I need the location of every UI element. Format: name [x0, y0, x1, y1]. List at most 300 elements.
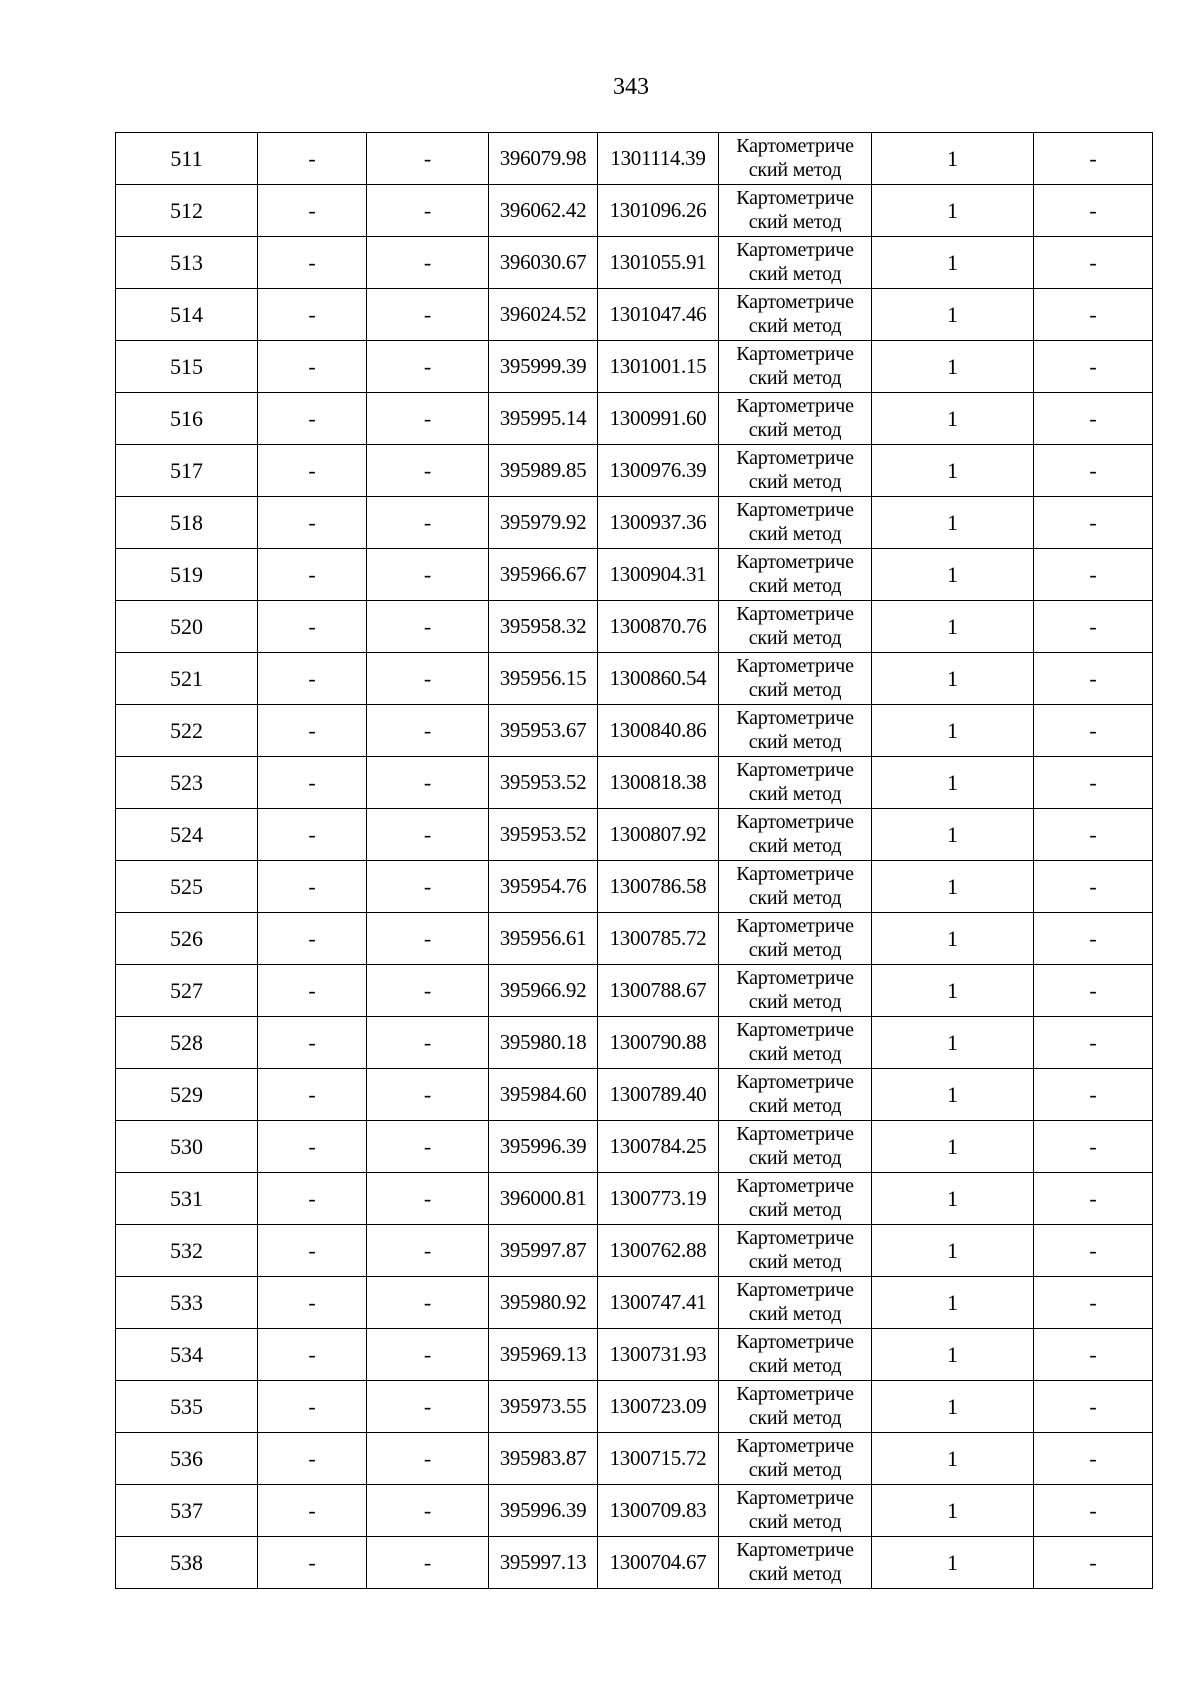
x-coordinate-cell: 396079.98 [489, 133, 598, 185]
method-line-1: Картометриче [736, 759, 854, 781]
table-row [116, 445, 1153, 497]
y-coordinate-cell: 1300976.39 [598, 445, 719, 497]
empty-dash-cell: - [258, 1329, 367, 1381]
x-coordinate-cell: 395996.39 [489, 1121, 598, 1173]
accuracy-cell: 1 [872, 445, 1034, 497]
empty-dash-cell: - [1034, 913, 1153, 965]
method-line-1: Картометриче [736, 1175, 854, 1197]
empty-dash-cell: - [258, 1121, 367, 1173]
x-coordinate-cell: 395973.55 [489, 1381, 598, 1433]
y-coordinate-cell: 1301096.26 [598, 185, 719, 237]
accuracy-cell: 1 [872, 653, 1034, 705]
accuracy-cell: 1 [872, 289, 1034, 341]
accuracy-cell: 1 [872, 965, 1034, 1017]
method-line-2: ский метод [748, 575, 842, 597]
empty-dash-cell: - [367, 393, 489, 445]
table-row [116, 1537, 1153, 1589]
point-number-cell: 538 [116, 1537, 258, 1589]
method-line-1: Картометриче [736, 1071, 854, 1093]
point-number-cell: 534 [116, 1329, 258, 1381]
x-coordinate-cell: 395954.76 [489, 861, 598, 913]
table-row [116, 1329, 1153, 1381]
empty-dash-cell: - [367, 1225, 489, 1277]
table-row [116, 1069, 1153, 1121]
x-coordinate-cell: 395997.13 [489, 1537, 598, 1589]
y-coordinate-cell: 1300762.88 [598, 1225, 719, 1277]
table-row [116, 913, 1153, 965]
accuracy-cell: 1 [872, 1381, 1034, 1433]
point-number-cell: 531 [116, 1173, 258, 1225]
method-line-1: Картометриче [736, 447, 854, 469]
method-cell [719, 445, 872, 497]
method-line-2: ский метод [748, 783, 842, 805]
x-coordinate-cell: 396062.42 [489, 185, 598, 237]
point-number-cell: 513 [116, 237, 258, 289]
empty-dash-cell: - [367, 185, 489, 237]
method-cell [719, 1485, 872, 1537]
empty-dash-cell: - [1034, 445, 1153, 497]
accuracy-cell: 1 [872, 1225, 1034, 1277]
empty-dash-cell: - [258, 1537, 367, 1589]
point-number-cell: 535 [116, 1381, 258, 1433]
point-number-cell: 517 [116, 445, 258, 497]
empty-dash-cell: - [1034, 237, 1153, 289]
empty-dash-cell: - [1034, 809, 1153, 861]
accuracy-cell: 1 [872, 393, 1034, 445]
accuracy-cell: 1 [872, 185, 1034, 237]
method-line-1: Картометриче [736, 1279, 854, 1301]
method-line-1: Картометриче [736, 1123, 854, 1145]
method-line-1: Картометриче [736, 655, 854, 677]
table-row [116, 705, 1153, 757]
method-line-2: ский метод [748, 1459, 842, 1481]
table-row [116, 133, 1153, 185]
empty-dash-cell: - [1034, 1433, 1153, 1485]
point-number-cell: 529 [116, 1069, 258, 1121]
method-line-1: Картометриче [736, 863, 854, 885]
method-line-2: ский метод [748, 627, 842, 649]
point-number-cell: 514 [116, 289, 258, 341]
y-coordinate-cell: 1300773.19 [598, 1173, 719, 1225]
accuracy-cell: 1 [872, 861, 1034, 913]
y-coordinate-cell: 1300840.86 [598, 705, 719, 757]
method-cell [719, 1121, 872, 1173]
point-number-cell: 512 [116, 185, 258, 237]
method-cell [719, 601, 872, 653]
point-number-cell: 511 [116, 133, 258, 185]
method-line-2: ский метод [748, 1355, 842, 1377]
empty-dash-cell: - [367, 601, 489, 653]
empty-dash-cell: - [1034, 1277, 1153, 1329]
method-line-2: ский метод [748, 211, 842, 233]
empty-dash-cell: - [1034, 861, 1153, 913]
point-number-cell: 518 [116, 497, 258, 549]
table-row [116, 1433, 1153, 1485]
empty-dash-cell: - [367, 1069, 489, 1121]
method-cell [719, 1537, 872, 1589]
empty-dash-cell: - [1034, 185, 1153, 237]
method-line-2: ский метод [748, 1303, 842, 1325]
method-cell [719, 237, 872, 289]
method-cell [719, 341, 872, 393]
y-coordinate-cell: 1300818.38 [598, 757, 719, 809]
table-row [116, 1381, 1153, 1433]
x-coordinate-cell: 395969.13 [489, 1329, 598, 1381]
empty-dash-cell: - [258, 549, 367, 601]
empty-dash-cell: - [367, 653, 489, 705]
y-coordinate-cell: 1301114.39 [598, 133, 719, 185]
method-cell [719, 809, 872, 861]
y-coordinate-cell: 1300904.31 [598, 549, 719, 601]
empty-dash-cell: - [258, 1017, 367, 1069]
method-line-2: ский метод [748, 471, 842, 493]
x-coordinate-cell: 395953.52 [489, 757, 598, 809]
method-line-2: ский метод [748, 887, 842, 909]
empty-dash-cell: - [258, 341, 367, 393]
empty-dash-cell: - [1034, 549, 1153, 601]
method-cell [719, 393, 872, 445]
method-cell [719, 497, 872, 549]
empty-dash-cell: - [367, 913, 489, 965]
y-coordinate-cell: 1300731.93 [598, 1329, 719, 1381]
empty-dash-cell: - [258, 393, 367, 445]
method-line-1: Картометриче [736, 1331, 854, 1353]
page-number: 343 [613, 74, 649, 100]
empty-dash-cell: - [367, 341, 489, 393]
empty-dash-cell: - [1034, 393, 1153, 445]
method-cell [719, 653, 872, 705]
method-line-1: Картометриче [736, 811, 854, 833]
table-row [116, 1173, 1153, 1225]
method-cell [719, 861, 872, 913]
method-cell [719, 1225, 872, 1277]
accuracy-cell: 1 [872, 1277, 1034, 1329]
point-number-cell: 520 [116, 601, 258, 653]
method-line-1: Картометриче [736, 603, 854, 625]
empty-dash-cell: - [258, 289, 367, 341]
x-coordinate-cell: 395996.39 [489, 1485, 598, 1537]
method-cell [719, 913, 872, 965]
table-row [116, 549, 1153, 601]
method-line-2: ский метод [748, 835, 842, 857]
method-cell [719, 965, 872, 1017]
empty-dash-cell: - [258, 809, 367, 861]
y-coordinate-cell: 1300937.36 [598, 497, 719, 549]
x-coordinate-cell: 395999.39 [489, 341, 598, 393]
table-row [116, 289, 1153, 341]
empty-dash-cell: - [258, 861, 367, 913]
method-line-1: Картометриче [736, 187, 854, 209]
x-coordinate-cell: 395995.14 [489, 393, 598, 445]
method-line-2: ский метод [748, 1563, 842, 1585]
table-row [116, 601, 1153, 653]
method-line-1: Картометриче [736, 967, 854, 989]
method-line-2: ский метод [748, 1043, 842, 1065]
y-coordinate-cell: 1300870.76 [598, 601, 719, 653]
x-coordinate-cell: 395953.67 [489, 705, 598, 757]
x-coordinate-cell: 395984.60 [489, 1069, 598, 1121]
empty-dash-cell: - [1034, 341, 1153, 393]
empty-dash-cell: - [1034, 757, 1153, 809]
table-row [116, 757, 1153, 809]
accuracy-cell: 1 [872, 757, 1034, 809]
method-cell [719, 1277, 872, 1329]
table-row [116, 965, 1153, 1017]
point-number-cell: 523 [116, 757, 258, 809]
empty-dash-cell: - [258, 497, 367, 549]
method-cell [719, 133, 872, 185]
point-number-cell: 536 [116, 1433, 258, 1485]
accuracy-cell: 1 [872, 1173, 1034, 1225]
empty-dash-cell: - [258, 237, 367, 289]
empty-dash-cell: - [1034, 965, 1153, 1017]
method-line-1: Картометриче [736, 343, 854, 365]
x-coordinate-cell: 395980.18 [489, 1017, 598, 1069]
empty-dash-cell: - [367, 1433, 489, 1485]
empty-dash-cell: - [1034, 1017, 1153, 1069]
method-line-2: ский метод [748, 991, 842, 1013]
method-line-1: Картометриче [736, 1539, 854, 1561]
method-line-1: Картометриче [736, 915, 854, 937]
empty-dash-cell: - [258, 1277, 367, 1329]
table-row [116, 861, 1153, 913]
x-coordinate-cell: 395958.32 [489, 601, 598, 653]
empty-dash-cell: - [1034, 1381, 1153, 1433]
method-line-2: ский метод [748, 939, 842, 961]
x-coordinate-cell: 395956.61 [489, 913, 598, 965]
empty-dash-cell: - [258, 1485, 367, 1537]
method-cell [719, 1017, 872, 1069]
empty-dash-cell: - [367, 237, 489, 289]
accuracy-cell: 1 [872, 913, 1034, 965]
empty-dash-cell: - [367, 757, 489, 809]
empty-dash-cell: - [1034, 1069, 1153, 1121]
table-row [116, 1017, 1153, 1069]
empty-dash-cell: - [367, 1173, 489, 1225]
empty-dash-cell: - [1034, 289, 1153, 341]
coordinates-table [115, 132, 1153, 1589]
method-line-1: Картометриче [736, 1227, 854, 1249]
table-body [116, 133, 1153, 1589]
method-cell [719, 1381, 872, 1433]
y-coordinate-cell: 1300784.25 [598, 1121, 719, 1173]
method-line-1: Картометриче [736, 1435, 854, 1457]
method-line-2: ский метод [748, 1147, 842, 1169]
empty-dash-cell: - [258, 965, 367, 1017]
empty-dash-cell: - [258, 1225, 367, 1277]
empty-dash-cell: - [1034, 1173, 1153, 1225]
y-coordinate-cell: 1300715.72 [598, 1433, 719, 1485]
method-line-1: Картометриче [736, 1487, 854, 1509]
method-line-2: ский метод [748, 679, 842, 701]
method-line-1: Картометриче [736, 499, 854, 521]
method-line-1: Картометриче [736, 239, 854, 261]
empty-dash-cell: - [1034, 1537, 1153, 1589]
method-line-2: ский метод [748, 523, 842, 545]
empty-dash-cell: - [1034, 497, 1153, 549]
empty-dash-cell: - [367, 445, 489, 497]
table-row [116, 653, 1153, 705]
accuracy-cell: 1 [872, 341, 1034, 393]
point-number-cell: 522 [116, 705, 258, 757]
empty-dash-cell: - [367, 549, 489, 601]
y-coordinate-cell: 1300789.40 [598, 1069, 719, 1121]
empty-dash-cell: - [258, 185, 367, 237]
empty-dash-cell: - [258, 601, 367, 653]
table-row [116, 341, 1153, 393]
y-coordinate-cell: 1300807.92 [598, 809, 719, 861]
empty-dash-cell: - [367, 1329, 489, 1381]
empty-dash-cell: - [367, 705, 489, 757]
method-line-2: ский метод [748, 1407, 842, 1429]
point-number-cell: 527 [116, 965, 258, 1017]
method-line-2: ский метод [748, 315, 842, 337]
point-number-cell: 516 [116, 393, 258, 445]
point-number-cell: 515 [116, 341, 258, 393]
point-number-cell: 533 [116, 1277, 258, 1329]
empty-dash-cell: - [258, 1173, 367, 1225]
empty-dash-cell: - [258, 913, 367, 965]
empty-dash-cell: - [258, 1381, 367, 1433]
y-coordinate-cell: 1300747.41 [598, 1277, 719, 1329]
y-coordinate-cell: 1300786.58 [598, 861, 719, 913]
empty-dash-cell: - [367, 289, 489, 341]
x-coordinate-cell: 396000.81 [489, 1173, 598, 1225]
y-coordinate-cell: 1300785.72 [598, 913, 719, 965]
method-line-1: Картометриче [736, 1383, 854, 1405]
empty-dash-cell: - [1034, 1329, 1153, 1381]
y-coordinate-cell: 1301001.15 [598, 341, 719, 393]
table-row [116, 1225, 1153, 1277]
point-number-cell: 532 [116, 1225, 258, 1277]
empty-dash-cell: - [1034, 653, 1153, 705]
y-coordinate-cell: 1301047.46 [598, 289, 719, 341]
method-line-1: Картометриче [736, 551, 854, 573]
empty-dash-cell: - [367, 497, 489, 549]
table-row [116, 497, 1153, 549]
point-number-cell: 528 [116, 1017, 258, 1069]
method-cell [719, 289, 872, 341]
y-coordinate-cell: 1301055.91 [598, 237, 719, 289]
accuracy-cell: 1 [872, 1433, 1034, 1485]
x-coordinate-cell: 395953.52 [489, 809, 598, 861]
empty-dash-cell: - [1034, 705, 1153, 757]
empty-dash-cell: - [367, 861, 489, 913]
empty-dash-cell: - [367, 1017, 489, 1069]
method-line-2: ский метод [748, 1251, 842, 1273]
point-number-cell: 519 [116, 549, 258, 601]
method-line-2: ский метод [748, 1095, 842, 1117]
empty-dash-cell: - [367, 1381, 489, 1433]
x-coordinate-cell: 395983.87 [489, 1433, 598, 1485]
method-line-2: ский метод [748, 263, 842, 285]
method-line-2: ский метод [748, 159, 842, 181]
method-cell [719, 705, 872, 757]
x-coordinate-cell: 395980.92 [489, 1277, 598, 1329]
method-line-2: ский метод [748, 1199, 842, 1221]
method-cell [719, 1069, 872, 1121]
x-coordinate-cell: 395966.92 [489, 965, 598, 1017]
table-row [116, 393, 1153, 445]
empty-dash-cell: - [1034, 133, 1153, 185]
accuracy-cell: 1 [872, 1485, 1034, 1537]
method-line-1: Картометриче [736, 291, 854, 313]
accuracy-cell: 1 [872, 705, 1034, 757]
method-line-1: Картометриче [736, 707, 854, 729]
x-coordinate-cell: 395979.92 [489, 497, 598, 549]
table-row [116, 809, 1153, 861]
method-cell [719, 1433, 872, 1485]
table-row [116, 185, 1153, 237]
empty-dash-cell: - [367, 1537, 489, 1589]
point-number-cell: 530 [116, 1121, 258, 1173]
accuracy-cell: 1 [872, 133, 1034, 185]
point-number-cell: 525 [116, 861, 258, 913]
empty-dash-cell: - [1034, 601, 1153, 653]
empty-dash-cell: - [1034, 1121, 1153, 1173]
accuracy-cell: 1 [872, 1329, 1034, 1381]
x-coordinate-cell: 395997.87 [489, 1225, 598, 1277]
accuracy-cell: 1 [872, 1017, 1034, 1069]
method-line-1: Картометриче [736, 1019, 854, 1041]
x-coordinate-cell: 395989.85 [489, 445, 598, 497]
accuracy-cell: 1 [872, 1537, 1034, 1589]
empty-dash-cell: - [1034, 1485, 1153, 1537]
empty-dash-cell: - [367, 1277, 489, 1329]
y-coordinate-cell: 1300723.09 [598, 1381, 719, 1433]
method-cell [719, 1173, 872, 1225]
method-cell [719, 185, 872, 237]
method-line-2: ский метод [748, 419, 842, 441]
table-row [116, 237, 1153, 289]
empty-dash-cell: - [258, 653, 367, 705]
x-coordinate-cell: 395956.15 [489, 653, 598, 705]
accuracy-cell: 1 [872, 549, 1034, 601]
empty-dash-cell: - [367, 965, 489, 1017]
empty-dash-cell: - [258, 1433, 367, 1485]
point-number-cell: 521 [116, 653, 258, 705]
empty-dash-cell: - [258, 1069, 367, 1121]
method-line-1: Картометриче [736, 135, 854, 157]
point-number-cell: 526 [116, 913, 258, 965]
y-coordinate-cell: 1300788.67 [598, 965, 719, 1017]
empty-dash-cell: - [367, 809, 489, 861]
x-coordinate-cell: 396030.67 [489, 237, 598, 289]
y-coordinate-cell: 1300790.88 [598, 1017, 719, 1069]
method-cell [719, 757, 872, 809]
table-row [116, 1277, 1153, 1329]
accuracy-cell: 1 [872, 1121, 1034, 1173]
method-line-2: ский метод [748, 731, 842, 753]
empty-dash-cell: - [258, 757, 367, 809]
point-number-cell: 524 [116, 809, 258, 861]
empty-dash-cell: - [258, 133, 367, 185]
accuracy-cell: 1 [872, 237, 1034, 289]
point-number-cell: 537 [116, 1485, 258, 1537]
method-line-1: Картометриче [736, 395, 854, 417]
empty-dash-cell: - [367, 1121, 489, 1173]
method-cell [719, 1329, 872, 1381]
accuracy-cell: 1 [872, 809, 1034, 861]
x-coordinate-cell: 396024.52 [489, 289, 598, 341]
empty-dash-cell: - [1034, 1225, 1153, 1277]
method-line-2: ский метод [748, 367, 842, 389]
accuracy-cell: 1 [872, 497, 1034, 549]
table-row [116, 1121, 1153, 1173]
y-coordinate-cell: 1300991.60 [598, 393, 719, 445]
table-row [116, 1485, 1153, 1537]
accuracy-cell: 1 [872, 601, 1034, 653]
